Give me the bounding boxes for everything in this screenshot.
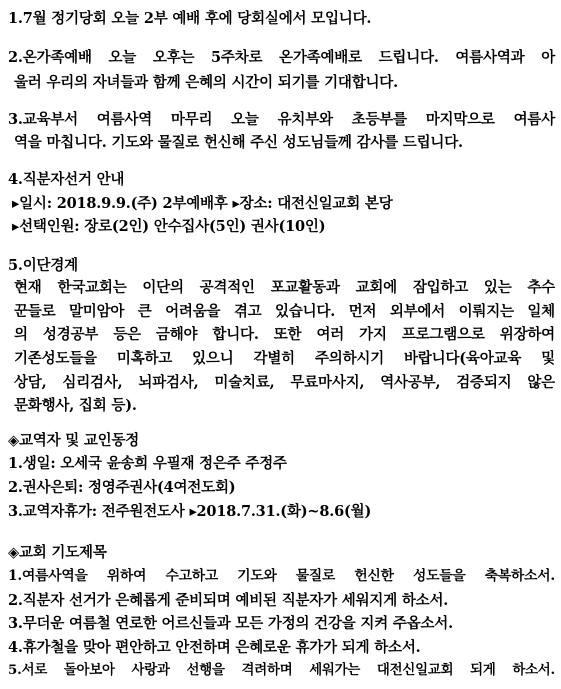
prayer-request-line: 1.여름사역을 위하여 수고하고 기도와 물질로 헌신한 성도들을 축복하소서. xyxy=(8,568,555,584)
heresy-warning-line: 의 성경공부 등은 금해야 합니다. 또한 여러 가지 프로그램으로 위장하여 xyxy=(14,326,555,343)
heresy-warning-line: 상담, 심리검사, 뇌파검사, 미술치료, 무료마사지, 역사공부, 검증되지 않은 xyxy=(14,374,555,391)
prayer-requests-heading: ◈교회 기도제목 xyxy=(8,544,107,561)
election-notice-line: ▸일시: 2018.9.9.(주) 2부예배후 ▸장소: 대전신일교회 본당 xyxy=(12,195,393,212)
announcement-1-line: 1.7월 정기당회 오늘 2부 예배 후에 당회실에서 모입니다. xyxy=(8,10,372,27)
heresy-warning-line: 문화행사, 집회 등). xyxy=(14,397,137,414)
election-notice-line: ▸선택인원: 장로(2인) 안수집사(5인) 권사(10인) xyxy=(12,218,326,235)
clergy-news-line: 3.교역자휴가: 전주원전도사 ▸2018.7.31.(화)~8.6(월) xyxy=(8,503,372,520)
heresy-warning-line: 꾼들로 말미암아 큰 어려움을 겪고 있습니다. 먼저 외부에서 이뤄지는 일체 xyxy=(14,303,555,320)
announcement-3-line: 역을 마칩니다. 기도와 물질로 헌신해 주신 성도님들께 감사를 드립니다. xyxy=(14,134,463,151)
announcement-3-line: 3.교육부서 여름사역 마무리 오늘 유치부와 초등부를 마지막으로 여름사 xyxy=(8,111,555,128)
announcement-2-line: 울러 우리의 자녀들과 함께 은혜의 시간이 되기를 기대합니다. xyxy=(14,74,398,91)
heresy-warning-line: 기존성도들을 미혹하고 있으니 각별히 주의하시기 바랍니다(육아교육 및 xyxy=(14,350,555,367)
clergy-news-line: 2.권사은퇴: 정영주권사(4여전도회) xyxy=(8,479,236,496)
heresy-warning-heading: 5.이단경계 xyxy=(8,257,78,274)
prayer-request-line: 2.직분자 선거가 은혜롭게 준비되며 예비된 직분자가 세워지게 하소서. xyxy=(8,592,449,609)
election-notice-heading: 4.직분자선거 안내 xyxy=(8,171,125,188)
clergy-news-line: 1.생일: 오세국 윤송희 우필재 정은주 주정주 xyxy=(8,455,287,472)
prayer-request-line: 4.휴가철을 맞아 편안하고 안전하며 은혜로운 휴가가 되게 하소서. xyxy=(8,639,421,656)
announcement-2-line: 2.온가족예배 오늘 오후는 5주차로 온가족예배로 드립니다. 여름사역과 아 xyxy=(8,49,555,66)
heresy-warning-line: 현재 한국교회는 이단의 공격적인 포교활동과 교회에 잠입하고 있는 추수 xyxy=(14,279,555,296)
prayer-request-line: 3.무더운 여름철 연로한 어르신들과 모든 가정의 건강을 지켜 주옵소서. xyxy=(8,615,453,632)
clergy-news-heading: ◈교역자 및 교인동정 xyxy=(8,432,140,449)
prayer-request-line: 5.서로 돌아보아 사랑과 선행을 격려하며 세워가는 대전신일교회 되게 하소서. xyxy=(8,662,555,678)
